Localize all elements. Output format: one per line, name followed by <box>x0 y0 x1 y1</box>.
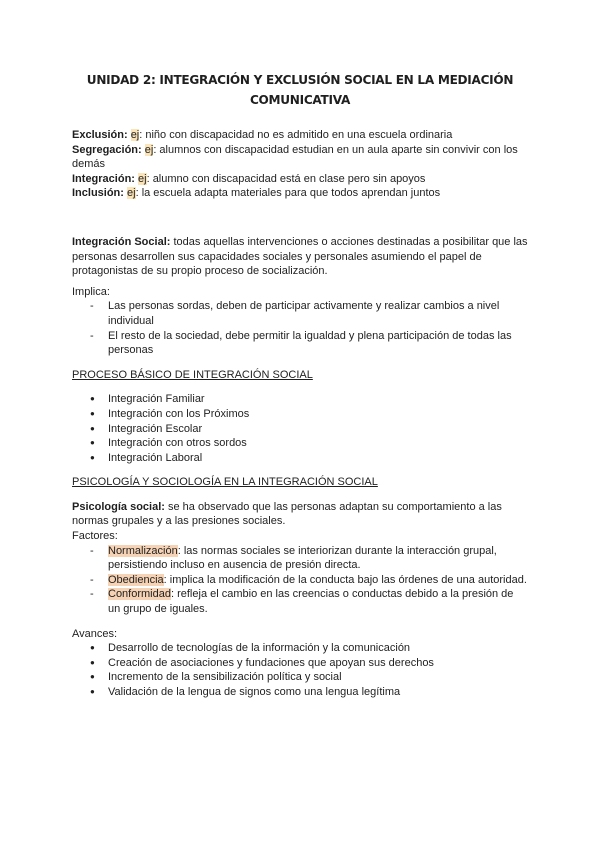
list-item: ● Integración con otros sordos <box>108 436 528 451</box>
list-item: ● Validación de la lengua de signos como una lengua legítima <box>108 685 528 700</box>
definition-text: : niño con discapacidad no es admitido en una escuela ordinaria <box>139 129 453 141</box>
definition-text: : alumnos con discapacidad estudian en un aula aparte sin convivir con los demás <box>72 143 518 171</box>
definition-term: Inclusión: <box>72 187 124 200</box>
proceso-heading: PROCESO BÁSICO DE INTEGRACIÓN SOCIAL <box>72 368 313 381</box>
implica-list <box>72 299 528 357</box>
ej-highlight: ej <box>138 172 147 185</box>
ej-highlight: ej <box>130 129 140 141</box>
psicologia-social-text: se ha observado que las personas adaptan su comportamiento a las normas grupales y a las presiones sociales. <box>72 500 502 528</box>
definition-term: Integración: <box>72 172 135 185</box>
integracion-social-term: Integración Social: <box>72 235 171 248</box>
psicologia-social-paragraph <box>72 500 528 529</box>
definition-text: : la escuela adapta materiales para que todos aprendan juntos <box>135 187 441 200</box>
definition-exclusion <box>72 128 528 143</box>
factor-obediencia <box>108 573 528 588</box>
factor-term: Obediencia <box>108 573 164 586</box>
avances-label: Avances: <box>72 627 118 640</box>
list-item: ● Integración Laboral <box>108 451 528 466</box>
integracion-social-paragraph <box>72 235 528 279</box>
factor-conformidad <box>108 587 528 616</box>
psicologia-social-term: Psicología social: <box>72 500 165 513</box>
psicologia-heading: PSICOLOGÍA Y SOCIOLOGÍA EN LA INTEGRACIÓN SOCIAL <box>72 476 378 489</box>
list-item: ● Incremento de la sensibilización política y social <box>108 670 528 685</box>
definition-term: Exclusión: <box>72 129 128 141</box>
list-item: - El resto de la sociedad, debe permitir la igualdad y plena participación de todas las personas <box>108 329 528 358</box>
definition-segregacion <box>72 143 528 172</box>
definition-integracion <box>72 172 528 187</box>
factor-term: Normalización <box>108 544 178 557</box>
ej-highlight: ej <box>127 187 136 200</box>
definition-text: : alumno con discapacidad está en clase pero sin apoyos <box>146 172 426 185</box>
definition-inclusion <box>72 186 528 201</box>
avances-list <box>72 641 528 699</box>
list-item: - Las personas sordas, deben de participar activamente y realizar cambios a nivel individual <box>108 299 528 328</box>
integracion-social-text: todas aquellas intervenciones o acciones destinadas a posibilitar que las personas desarrollen sus capacidades sociales y personales asumiendo el papel de protagonistas de su propio proceso de socialización. <box>72 235 528 278</box>
factor-text: : las normas sociales se interiorizan durante la interacción grupal, persistiendo incluso en ausencia de presión directa. <box>108 544 497 572</box>
list-item: ● Integración Familiar <box>108 392 528 407</box>
implica-label: Implica: <box>72 285 110 298</box>
factor-term: Conformidad <box>108 588 171 601</box>
factor-text: : refleja el cambio en las creencias o conductas debido a la presión de un grupo de iguales. <box>108 588 514 616</box>
definitions-block <box>72 128 528 201</box>
factores-label: Factores: <box>72 530 118 543</box>
document-page <box>72 70 528 700</box>
ej-highlight: ej <box>144 143 154 156</box>
list-item: ● Integración con los Próximos <box>108 407 528 422</box>
page-title: UNIDAD 2: INTEGRACIÓN Y EXCLUSIÓN SOCIAL EN LA MEDIACIÓN COMUNICATIVA <box>86 72 514 107</box>
list-item: ● Desarrollo de tecnologías de la información y la comunicación <box>108 641 528 656</box>
proceso-list <box>72 392 528 465</box>
factor-text: : implica la modificación de la conducta bajo las órdenes de una autoridad. <box>163 573 527 586</box>
factores-list <box>72 544 528 617</box>
factor-normalizacion <box>108 544 528 573</box>
definition-term: Segregación: <box>72 143 142 156</box>
list-item: ● Creación de asociaciones y fundaciones que apoyan sus derechos <box>108 656 528 671</box>
list-item: ● Integración Escolar <box>108 422 528 437</box>
